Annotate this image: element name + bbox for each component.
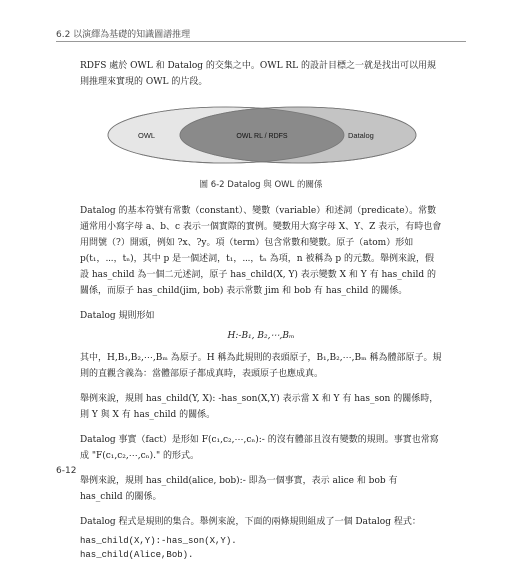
header-rule <box>56 41 466 42</box>
paragraph-datalog-symbols: Datalog 的基本符號有常數（constant）、變數（variable）和述詞（predicate）。常數通常用小寫字母 a、b、c 表示一個實際的實例。變數用大寫字母 X、Y、Z 表示，有時也會用問號（?）開頭，例如 ?x、?y。項（term）包含常數和變數。原子（atom）形如 p(t₁，⋯，tₙ)，其中 p 是一個述詞，t₁，⋯，tₙ 為項，n 被稱為 p 的元數。舉例來說，假設 has_child 為一個二元述詞，原子 has_child(X, Y) 表示變數 X 和 Y 有 has_child 的關係，而原子 has_child(jim, bob) 表示常數 jim 和 bob 有 has_child 的關係。 <box>80 206 442 296</box>
paragraph-rule-example: 舉例來說，規則 has_child(Y, X): -has_son(X,Y) 表示當 X 和 Y 有 has_son 的關係時，則 Y 與 X 有 has_child 的關係。 <box>80 394 439 420</box>
paragraph-program-definition: Datalog 程式是規則的集合。舉例來說，下面的兩條規則組成了一個 Datalog 程式： <box>80 517 421 527</box>
owl-label: OWL <box>138 131 156 140</box>
paragraph-head-body-atoms: 其中，H,B₁,B₂,⋯,Bₘ 為原子。H 稱為此規則的表頭原子，B₁,B₂,⋯,Bₘ 稱為體部原子。規則的直觀含義為：當體部原子都成真時，表頭原子也應成真。 <box>80 353 442 379</box>
paragraph-rule-form: Datalog 規則形如 <box>80 311 155 321</box>
page-body <box>80 58 442 562</box>
owl-datalog-venn-diagram <box>80 99 442 177</box>
rule-formula: H:-B₁, B₂,⋯,Bₘ <box>227 331 295 341</box>
code-line-2: has_child(Alice,Bob). <box>80 550 194 560</box>
paragraph-rdfs-intersection: RDFS 處於 OWL 和 Datalog 的交集之中。OWL RL 的設計目標之一就是找出可以用規則推理來實現的 OWL 的片段。 <box>80 61 437 87</box>
datalog-label: Datalog <box>348 131 374 140</box>
running-header: 6.2 以演繹為基礎的知識圖譜推理 <box>56 30 191 40</box>
code-line-1: has_child(X,Y):-has_son(X,Y). <box>80 536 237 546</box>
paragraph-fact-example: 舉例來說，規則 has_child(alice, bob):- 即為一個事實，表示 alice 和 bob 有 has_child 的關係。 <box>80 476 398 502</box>
paragraph-fact-definition: Datalog 事實（fact）是形如 F(c₁,c₂,⋯,cₙ):- 的沒有體部且沒有變數的規則。事實也常寫成 "F(c₁,c₂,⋯,cₙ)." 的形式。 <box>80 435 439 461</box>
figure-caption: 圖 6-2 Datalog 與 OWL 的關係 <box>199 180 323 190</box>
page-number: 6-12 <box>56 466 77 476</box>
overlap-label: OWL RL / RDFS <box>236 133 288 140</box>
